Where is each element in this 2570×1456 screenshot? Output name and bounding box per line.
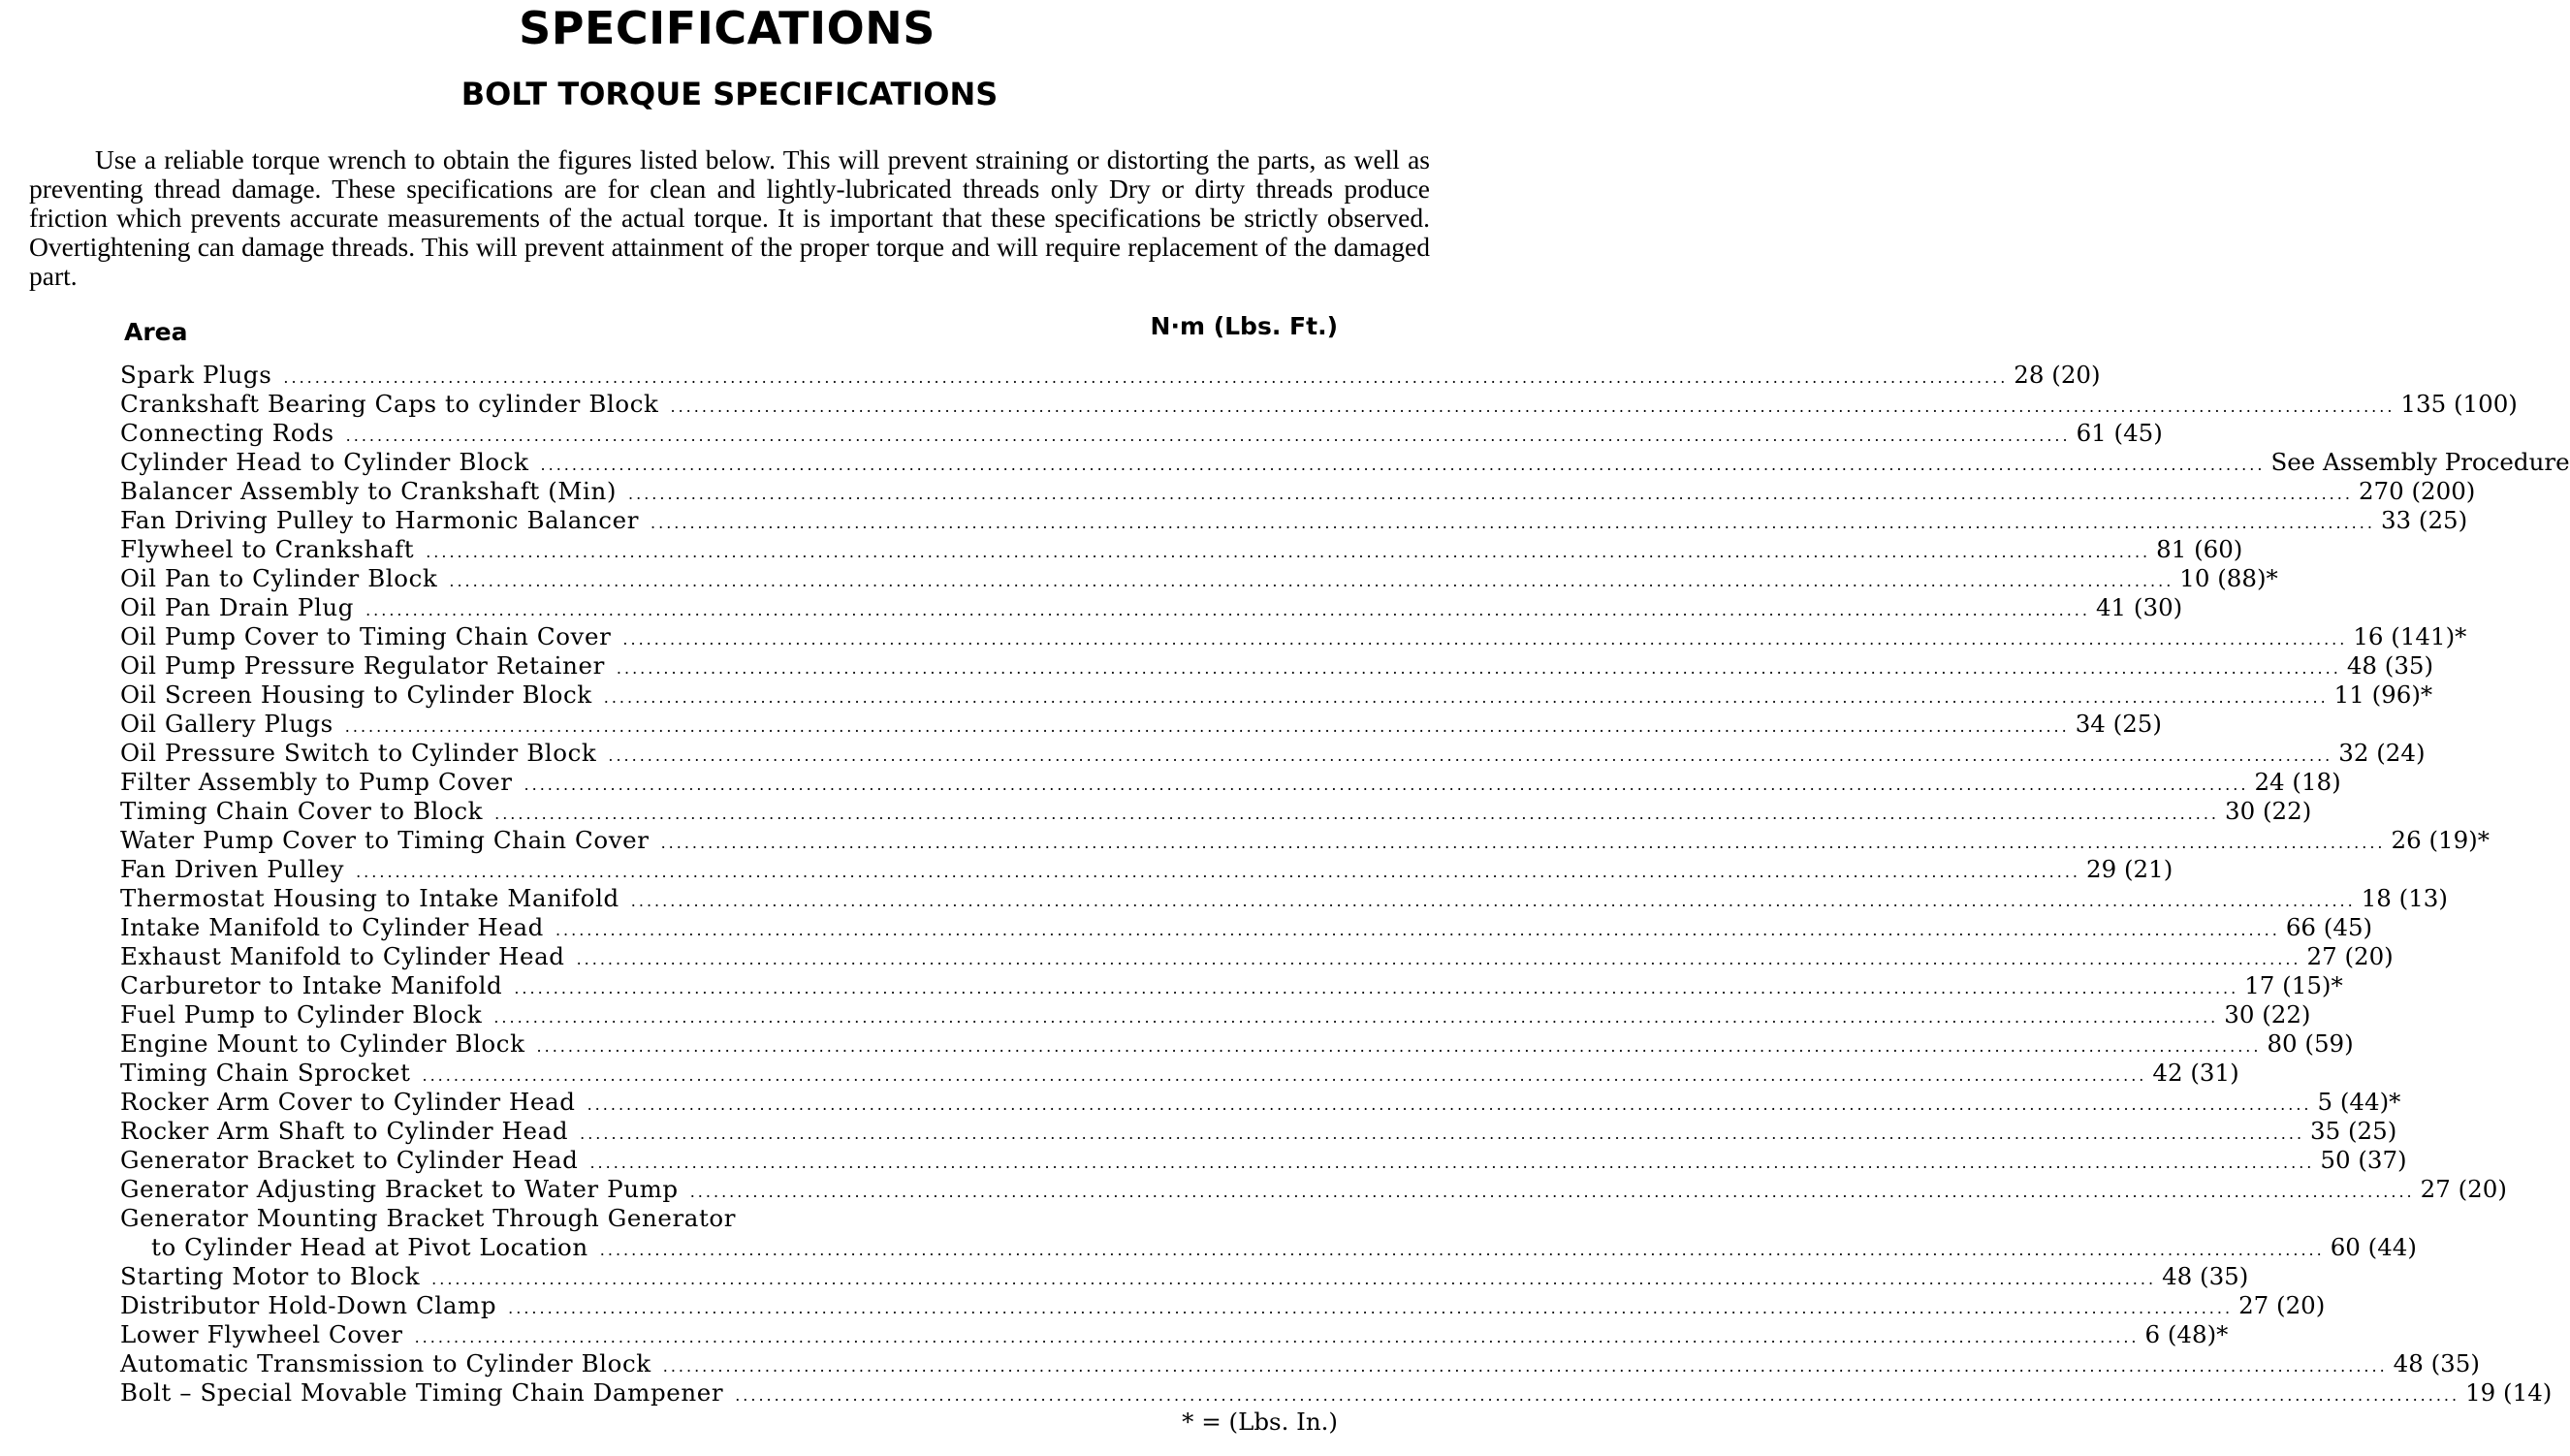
leader-dots: ............................................................................................................................................................................................................................	[493, 1008, 2219, 1027]
leader-dots: ............................................................................................................................................................................................................................	[426, 543, 2151, 561]
row-area: Oil Pan Drain Plug	[120, 593, 355, 621]
section-title: BOLT TORQUE SPECIFICATIONS	[460, 76, 999, 112]
row-torque-value: 66 (45)	[2285, 913, 2373, 941]
leader-dots: ............................................................................................................................................................................................................................	[494, 805, 2220, 823]
row-torque-value: 41 (30)	[2095, 593, 2183, 621]
row-torque-value: 135 (100)	[2400, 390, 2518, 418]
row-area: Automatic Transmission to Cylinder Block	[120, 1349, 651, 1377]
row-torque-value: 24 (18)	[2254, 768, 2341, 796]
row-torque-value: 5 (44)*	[2317, 1088, 2401, 1116]
row-area: Filter Assembly to Pump Cover	[120, 768, 513, 796]
leader-dots: ............................................................................................................................................................................................................................	[344, 717, 2070, 736]
leader-dots: ............................................................................................................................................................................................................................	[662, 1357, 2388, 1376]
leader-dots: ............................................................................................................................................................................................................................	[524, 775, 2249, 794]
leader-dots: ............................................................................................................................................................................................................................	[414, 1328, 2140, 1346]
table-row	[120, 448, 2570, 477]
intro-paragraph: Use a reliable torque wrench to obtain the figures listed below. This will prevent straining or distorting the parts, as well as preventing thread damage. These specifications are for clean and lightly-lubricated threads only Dry or dirty threads produce friction which prevents accurate measurements of the actual torque. It is important that these specifications be strictly observed. Overtightening can damage threads. This will prevent attainment of the proper torque and will require replacement of the damaged part.	[29, 144, 1430, 291]
leader-dots: ............................................................................................................................................................................................................................	[422, 1066, 2147, 1085]
table-row	[120, 1378, 2553, 1408]
table-row	[120, 826, 2490, 855]
row-torque-value: 28 (20)	[2014, 361, 2101, 389]
leader-dots: ............................................................................................................................................................................................................................	[628, 485, 2353, 503]
row-torque-value: 60 (44)	[2330, 1233, 2417, 1261]
leader-dots: ............................................................................................................................................................................................................................	[660, 834, 2386, 852]
page-title: SPECIFICATIONS	[519, 2, 936, 54]
area-column-header: Area	[124, 318, 188, 346]
row-area: Cylinder Head to Cylinder Block	[120, 448, 529, 476]
row-area: Water Pump Cover to Timing Chain Cover	[120, 826, 650, 854]
row-torque-value: 80 (59)	[2267, 1029, 2354, 1058]
table-row	[120, 1320, 2229, 1349]
table-row	[120, 855, 2173, 884]
leader-dots: ............................................................................................................................................................................................................................	[431, 1270, 2157, 1288]
row-torque-value: 30 (22)	[2225, 797, 2312, 825]
row-torque-value: 270 (200)	[2358, 477, 2476, 505]
row-torque-value: 33 (25)	[2380, 506, 2468, 534]
row-area: Flywheel to Crankshaft	[120, 535, 415, 563]
row-area: Generator Mounting Bracket Through Generator	[120, 1204, 737, 1232]
table-row	[120, 506, 2468, 535]
row-area: Generator Adjusting Bracket to Water Pump	[120, 1175, 679, 1203]
row-area: Oil Pressure Switch to Cylinder Block	[120, 739, 597, 767]
row-area: Fan Driving Pulley to Harmonic Balancer	[120, 506, 640, 534]
row-torque-value: 17 (15)*	[2244, 971, 2343, 999]
row-torque-value: 27 (20)	[2238, 1291, 2326, 1319]
leader-dots: ............................................................................................................................................................................................................................	[283, 368, 2009, 387]
table-row	[120, 651, 2434, 681]
row-area: Connecting Rods	[120, 419, 334, 447]
table-row	[120, 1349, 2480, 1378]
row-area: Distributor Hold-Down Clamp	[120, 1291, 497, 1319]
leader-dots: ............................................................................................................................................................................................................................	[622, 630, 2348, 649]
table-row	[120, 1059, 2239, 1088]
torque-table	[120, 361, 2570, 1408]
table-row	[120, 768, 2341, 797]
row-area: Rocker Arm Shaft to Cylinder Head	[120, 1117, 569, 1145]
row-area: Thermostat Housing to Intake Manifold	[120, 884, 619, 912]
row-area: Oil Gallery Plugs	[120, 710, 333, 738]
row-area: Timing Chain Cover to Block	[120, 797, 484, 825]
leader-dots: ............................................................................................................................................................................................................................	[616, 659, 2341, 678]
table-row	[120, 797, 2312, 826]
leader-dots: ............................................................................................................................................................................................................................	[555, 921, 2280, 939]
leader-dots: ............................................................................................................................................................................................................................	[650, 514, 2375, 532]
row-torque-value: 18 (13)	[2361, 884, 2448, 912]
table-row	[120, 390, 2518, 419]
row-area: Timing Chain Sprocket	[120, 1059, 411, 1087]
row-torque-value: 26 (19)*	[2391, 826, 2490, 854]
footnote: * = (Lbs. In.)	[1182, 1408, 1338, 1436]
row-area: Exhaust Manifold to Cylinder Head	[120, 942, 565, 970]
row-torque-value: 48 (35)	[2346, 651, 2434, 680]
row-area: Crankshaft Bearing Caps to cylinder Block	[120, 390, 659, 418]
table-row	[120, 739, 2426, 768]
leader-dots: ............................................................................................................................................................................................................................	[735, 1386, 2460, 1405]
leader-dots: ............................................................................................................................................................................................................................	[514, 979, 2239, 997]
row-area: Spark Plugs	[120, 361, 272, 389]
table-row	[120, 1029, 2354, 1059]
row-area: Oil Pump Pressure Regulator Retainer	[120, 651, 605, 680]
table-row	[120, 710, 2162, 739]
leader-dots: ............................................................................................................................................................................................................................	[365, 601, 2090, 619]
row-torque-value: 35 (25)	[2310, 1117, 2397, 1145]
row-torque-value: 6 (48)*	[2144, 1320, 2229, 1348]
row-area: Fuel Pump to Cylinder Block	[120, 1000, 483, 1029]
row-area: Oil Pan to Cylinder Block	[120, 564, 438, 592]
row-torque-value: 34 (25)	[2075, 710, 2162, 738]
leader-dots: ............................................................................................................................................................................................................................	[540, 456, 2266, 474]
row-area: Oil Pump Cover to Timing Chain Cover	[120, 622, 612, 650]
leader-dots: ............................................................................................................................................................................................................................	[449, 572, 2174, 590]
leader-dots: ............................................................................................................................................................................................................................	[670, 397, 2395, 416]
row-torque-value: 48 (35)	[2162, 1262, 2249, 1290]
table-row	[120, 1088, 2401, 1117]
leader-dots: ............................................................................................................................................................................................................................	[603, 688, 2329, 707]
row-torque-value: See Assembly Procedure	[2270, 448, 2570, 476]
table-row	[120, 1146, 2407, 1175]
table-row	[120, 564, 2278, 593]
table-row	[120, 477, 2476, 506]
row-torque-value: 48 (35)	[2393, 1349, 2480, 1377]
leader-dots: ............................................................................................................................................................................................................................	[580, 1124, 2305, 1143]
table-row	[120, 419, 2163, 448]
row-area: Carburetor to Intake Manifold	[120, 971, 503, 999]
leader-dots: ............................................................................................................................................................................................................................	[608, 746, 2333, 765]
table-row	[120, 1291, 2326, 1320]
row-torque-value: 11 (96)*	[2333, 681, 2433, 709]
row-area: Lower Flywheel Cover	[120, 1320, 403, 1348]
leader-dots: ............................................................................................................................................................................................................................	[587, 1095, 2312, 1114]
leader-dots: ............................................................................................................................................................................................................................	[689, 1183, 2415, 1201]
row-area: Rocker Arm Cover to Cylinder Head	[120, 1088, 576, 1116]
table-row	[120, 884, 2448, 913]
leader-dots: ............................................................................................................................................................................................................................	[630, 892, 2356, 910]
row-torque-value: 30 (22)	[2224, 1000, 2311, 1029]
row-area: Starting Motor to Block	[120, 1262, 421, 1290]
row-area: Generator Bracket to Cylinder Head	[120, 1146, 579, 1174]
row-torque-value: 42 (31)	[2152, 1059, 2239, 1087]
table-row	[120, 593, 2183, 622]
table-row	[120, 1262, 2249, 1291]
table-row	[120, 1000, 2311, 1029]
row-area: to Cylinder Head at Pivot Location	[151, 1233, 588, 1261]
leader-dots: ............................................................................................................................................................................................................................	[356, 863, 2080, 881]
row-area: Engine Mount to Cylinder Block	[120, 1029, 525, 1058]
leader-dots: ............................................................................................................................................................................................................................	[599, 1241, 2325, 1259]
row-torque-value: 27 (20)	[2420, 1175, 2507, 1203]
table-row	[120, 622, 2467, 651]
leader-dots: ............................................................................................................................................................................................................................	[345, 427, 2071, 445]
row-area: Balancer Assembly to Crankshaft (Min)	[120, 477, 618, 505]
table-row	[120, 1175, 2507, 1204]
table-row	[120, 535, 2243, 564]
leader-dots: ............................................................................................................................................................................................................................	[576, 950, 2301, 968]
leader-dots: ............................................................................................................................................................................................................................	[536, 1037, 2262, 1056]
leader-dots: ............................................................................................................................................................................................................................	[589, 1154, 2315, 1172]
table-row	[120, 681, 2433, 710]
leader-dots: ............................................................................................................................................................................................................................	[508, 1299, 2234, 1317]
row-area: Oil Screen Housing to Cylinder Block	[120, 681, 592, 709]
table-row	[120, 1204, 1338, 1233]
row-torque-value: 19 (14)	[2465, 1378, 2553, 1407]
row-torque-value: 61 (45)	[2076, 419, 2163, 447]
table-row	[120, 361, 2101, 390]
row-area: Fan Driven Pulley	[120, 855, 345, 883]
table-row	[120, 1233, 2417, 1262]
row-torque-value: 29 (21)	[2086, 855, 2173, 883]
row-torque-value: 50 (37)	[2320, 1146, 2407, 1174]
unit-column-header: N·m (Lbs. Ft.)	[1150, 312, 1338, 340]
row-area: Bolt – Special Movable Timing Chain Dampener	[120, 1378, 724, 1407]
row-torque-value: 16 (141)*	[2353, 622, 2467, 650]
table-row	[120, 1117, 2397, 1146]
row-torque-value: 10 (88)*	[2179, 564, 2278, 592]
table-row	[120, 942, 2394, 971]
table-row	[120, 913, 2373, 942]
row-torque-value: 27 (20)	[2306, 942, 2394, 970]
row-torque-value: 81 (60)	[2156, 535, 2243, 563]
table-row	[120, 971, 2343, 1000]
row-torque-value: 32 (24)	[2338, 739, 2426, 767]
row-area: Intake Manifold to Cylinder Head	[120, 913, 544, 941]
